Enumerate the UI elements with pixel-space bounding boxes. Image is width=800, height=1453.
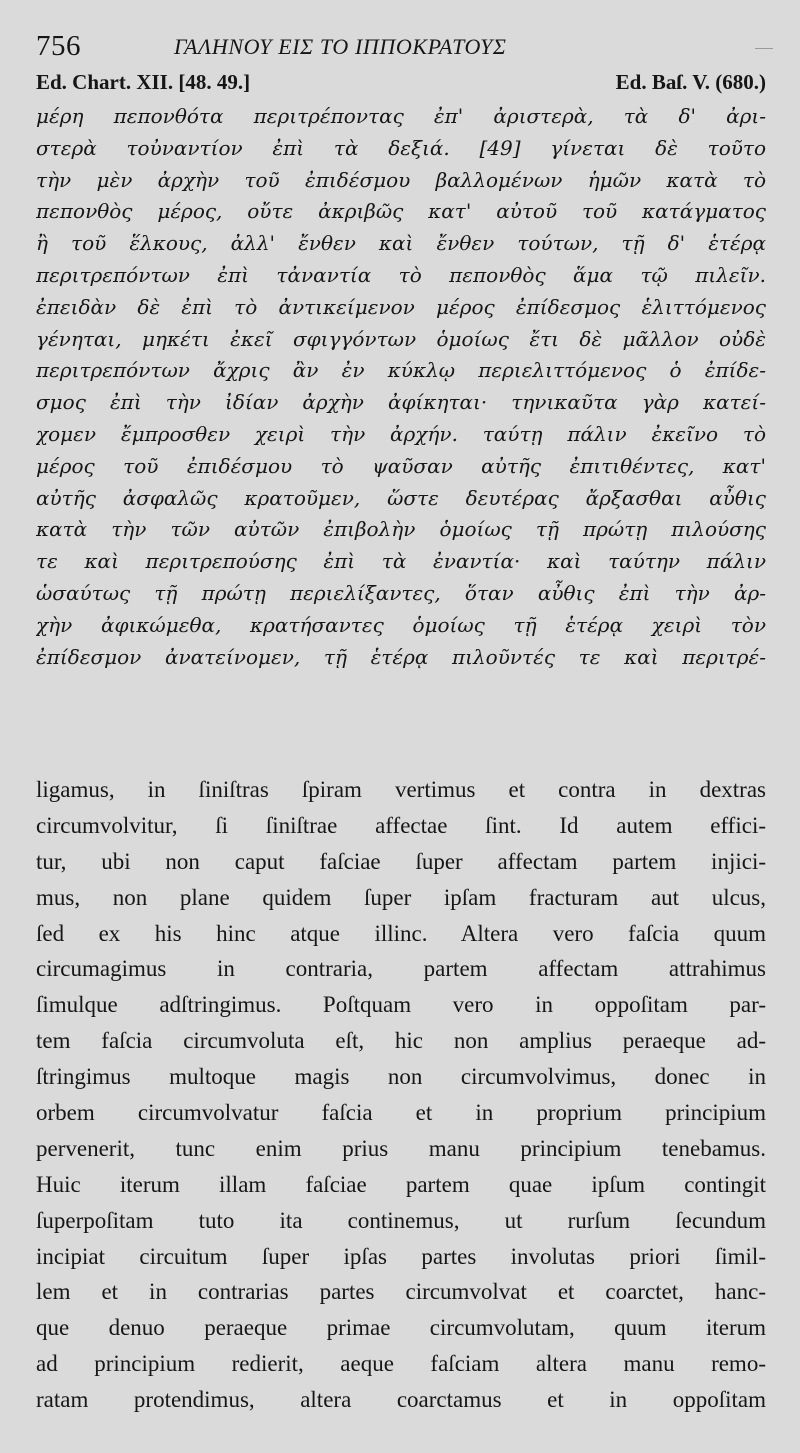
latin-line: ſimulque adſtringimus. Poſtquam vero in oppoſitam par- [36,992,766,1018]
latin-line: Huic iterum illam faſciae partem quae ipſum contingit [36,1171,766,1197]
edition-basel: Ed. Baſ. V. (680.) [615,70,766,94]
latin-line: tem faſcia circumvoluta eſt, hic non amplius peraeque ad- [36,1028,766,1054]
latin-line: ratam protendimus, altera coarctamus et in oppoſitam [36,1387,766,1413]
latin-line: orbem circumvolvatur faſcia et in proprium principium [36,1100,766,1126]
latin-text-block [36,772,766,1418]
greek-line: ἐπίδεσμον ἀνατείνομεν, τῇ ἑτέρᾳ πιλοῦντές τε καὶ περιτρέ- [36,644,766,669]
latin-line: ligamus, in ſiniſtras ſpiram vertimus et contra in dextras [36,777,766,802]
greek-text-block [36,101,766,673]
latin-line: que denuo peraeque primae circumvolutam, quum iterum [36,1315,766,1341]
greek-line: σμος ἐπὶ τὴν ἰδίαν ἀρχὴν ἀφίκηται· τηνικαῦτα γὰρ κατεί- [36,390,766,415]
page-header [36,30,776,66]
latin-line: ad principium redierit, aeque faſciam altera manu remo- [36,1351,766,1377]
greek-line: ἐπειδὰν δὲ ἐπὶ τὸ ἀντικείμενον μέρος ἐπίδεσμος ἑλιττόμενος [36,294,766,319]
greek-line: μέρη πεπονθότα περιτρέποντας ἐπ' ἀριστερὰ, τὰ δ' ἀρι- [36,104,766,128]
latin-line: circumvolvitur, ſi ſiniſtrae affectae ſint. Id autem effici- [36,812,766,838]
greek-line: τὴν μὲν ἀρχὴν τοῦ ἐπιδέσμου βαλλομένων ἡμῶν κατὰ τὸ [36,167,766,192]
latin-line: pervenerit, tunc enim prius manu principium tenebamus. [36,1135,766,1161]
greek-line: αὐτῆς ἀσφαλῶς κρατοῦμεν, ὥστε δευτέρας ἄρξασθαι αὖθις [36,485,766,510]
greek-line: περιτρεπόντων ἐπὶ τἀναντία τὸ πεπονθὸς ἅμα τῷ πιλεῖν. [36,262,766,287]
greek-line: πεπονθὸς μέρος, οὔτε ἀκριβῶς κατ' αὐτοῦ τοῦ κατάγματος [36,199,766,224]
page-number: 756 [36,30,81,62]
latin-line: ſed ex his hinc atque illinc. Altera vero faſcia quum [36,920,766,946]
greek-line: μέρος τοῦ ἐπιδέσμου τὸ ψαῦσαν αὐτῆς ἐπιτιθέντες, κατ' [36,453,766,478]
running-title: ΓΑΛΗΝΟΥ ΕΙΣ ΤΟ ΙΠΠΟΚΡΑΤΟΥΣ [174,34,507,59]
greek-line: ἢ τοῦ ἕλκους, ἀλλ' ἔνθεν καὶ ἔνθεν τούτων, τῇ δ' ἑτέρᾳ [36,231,766,256]
greek-line: τε καὶ περιτρεπούσης ἐπὶ τὰ ἐναντία· καὶ ταύτην πάλιν [36,549,766,574]
latin-line: lem et in contrarias partes circumvolvat et coarctet, hanc- [36,1279,766,1305]
greek-line: χὴν ἀφικώμεθα, κρατήσαντες ὁμοίως τῇ ἑτέρᾳ χειρὶ τὸν [36,612,766,637]
edition-references [36,70,766,98]
latin-line: circumagimus in contraria, partem affectam attrahimus [36,956,766,982]
latin-line: mus, non plane quidem ſuper ipſam fracturam aut ulcus, [36,884,766,910]
greek-line: ὡσαύτως τῇ πρώτῃ περιελίξαντες, ὅταν αὖθις ἐπὶ τὴν ἀρ- [36,580,766,605]
latin-line: incipiat circuitum ſuper ipſas partes involutas priori ſimil- [36,1243,766,1269]
latin-line: tur, ubi non caput faſciae ſuper affectam partem injici- [36,848,766,874]
greek-line: στερὰ τοὐναντίον ἐπὶ τὰ δεξιά. [49] γίνεται δὲ τοῦτο [36,135,766,160]
greek-line: γένηται, μηκέτι ἐκεῖ σφιγγόντων ὁμοίως ἔτι δὲ μᾶλλον οὐδὲ [36,326,766,351]
greek-line: κατὰ τὴν τῶν αὐτῶν ἐπιβολὴν ὁμοίως τῇ πρώτῃ πιλούσης [36,517,766,542]
greek-line: περιτρεπόντων ἄχρις ἂν ἐν κύκλῳ περιελιττόμενος ὁ ἐπίδε- [36,358,766,383]
edition-chartier: Ed. Chart. XII. [48. 49.] [36,70,251,94]
latin-line: ſtringimus multoque magis non circumvolvimus, donec in [36,1064,766,1090]
greek-line: χομεν ἔμπροσθεν χειρὶ τὴν ἀρχήν. ταύτῃ πάλιν ἐκεῖνο τὸ [36,421,766,446]
latin-line: ſuperpoſitam tuto ita continemus, ut rurſum ſecundum [36,1207,766,1233]
